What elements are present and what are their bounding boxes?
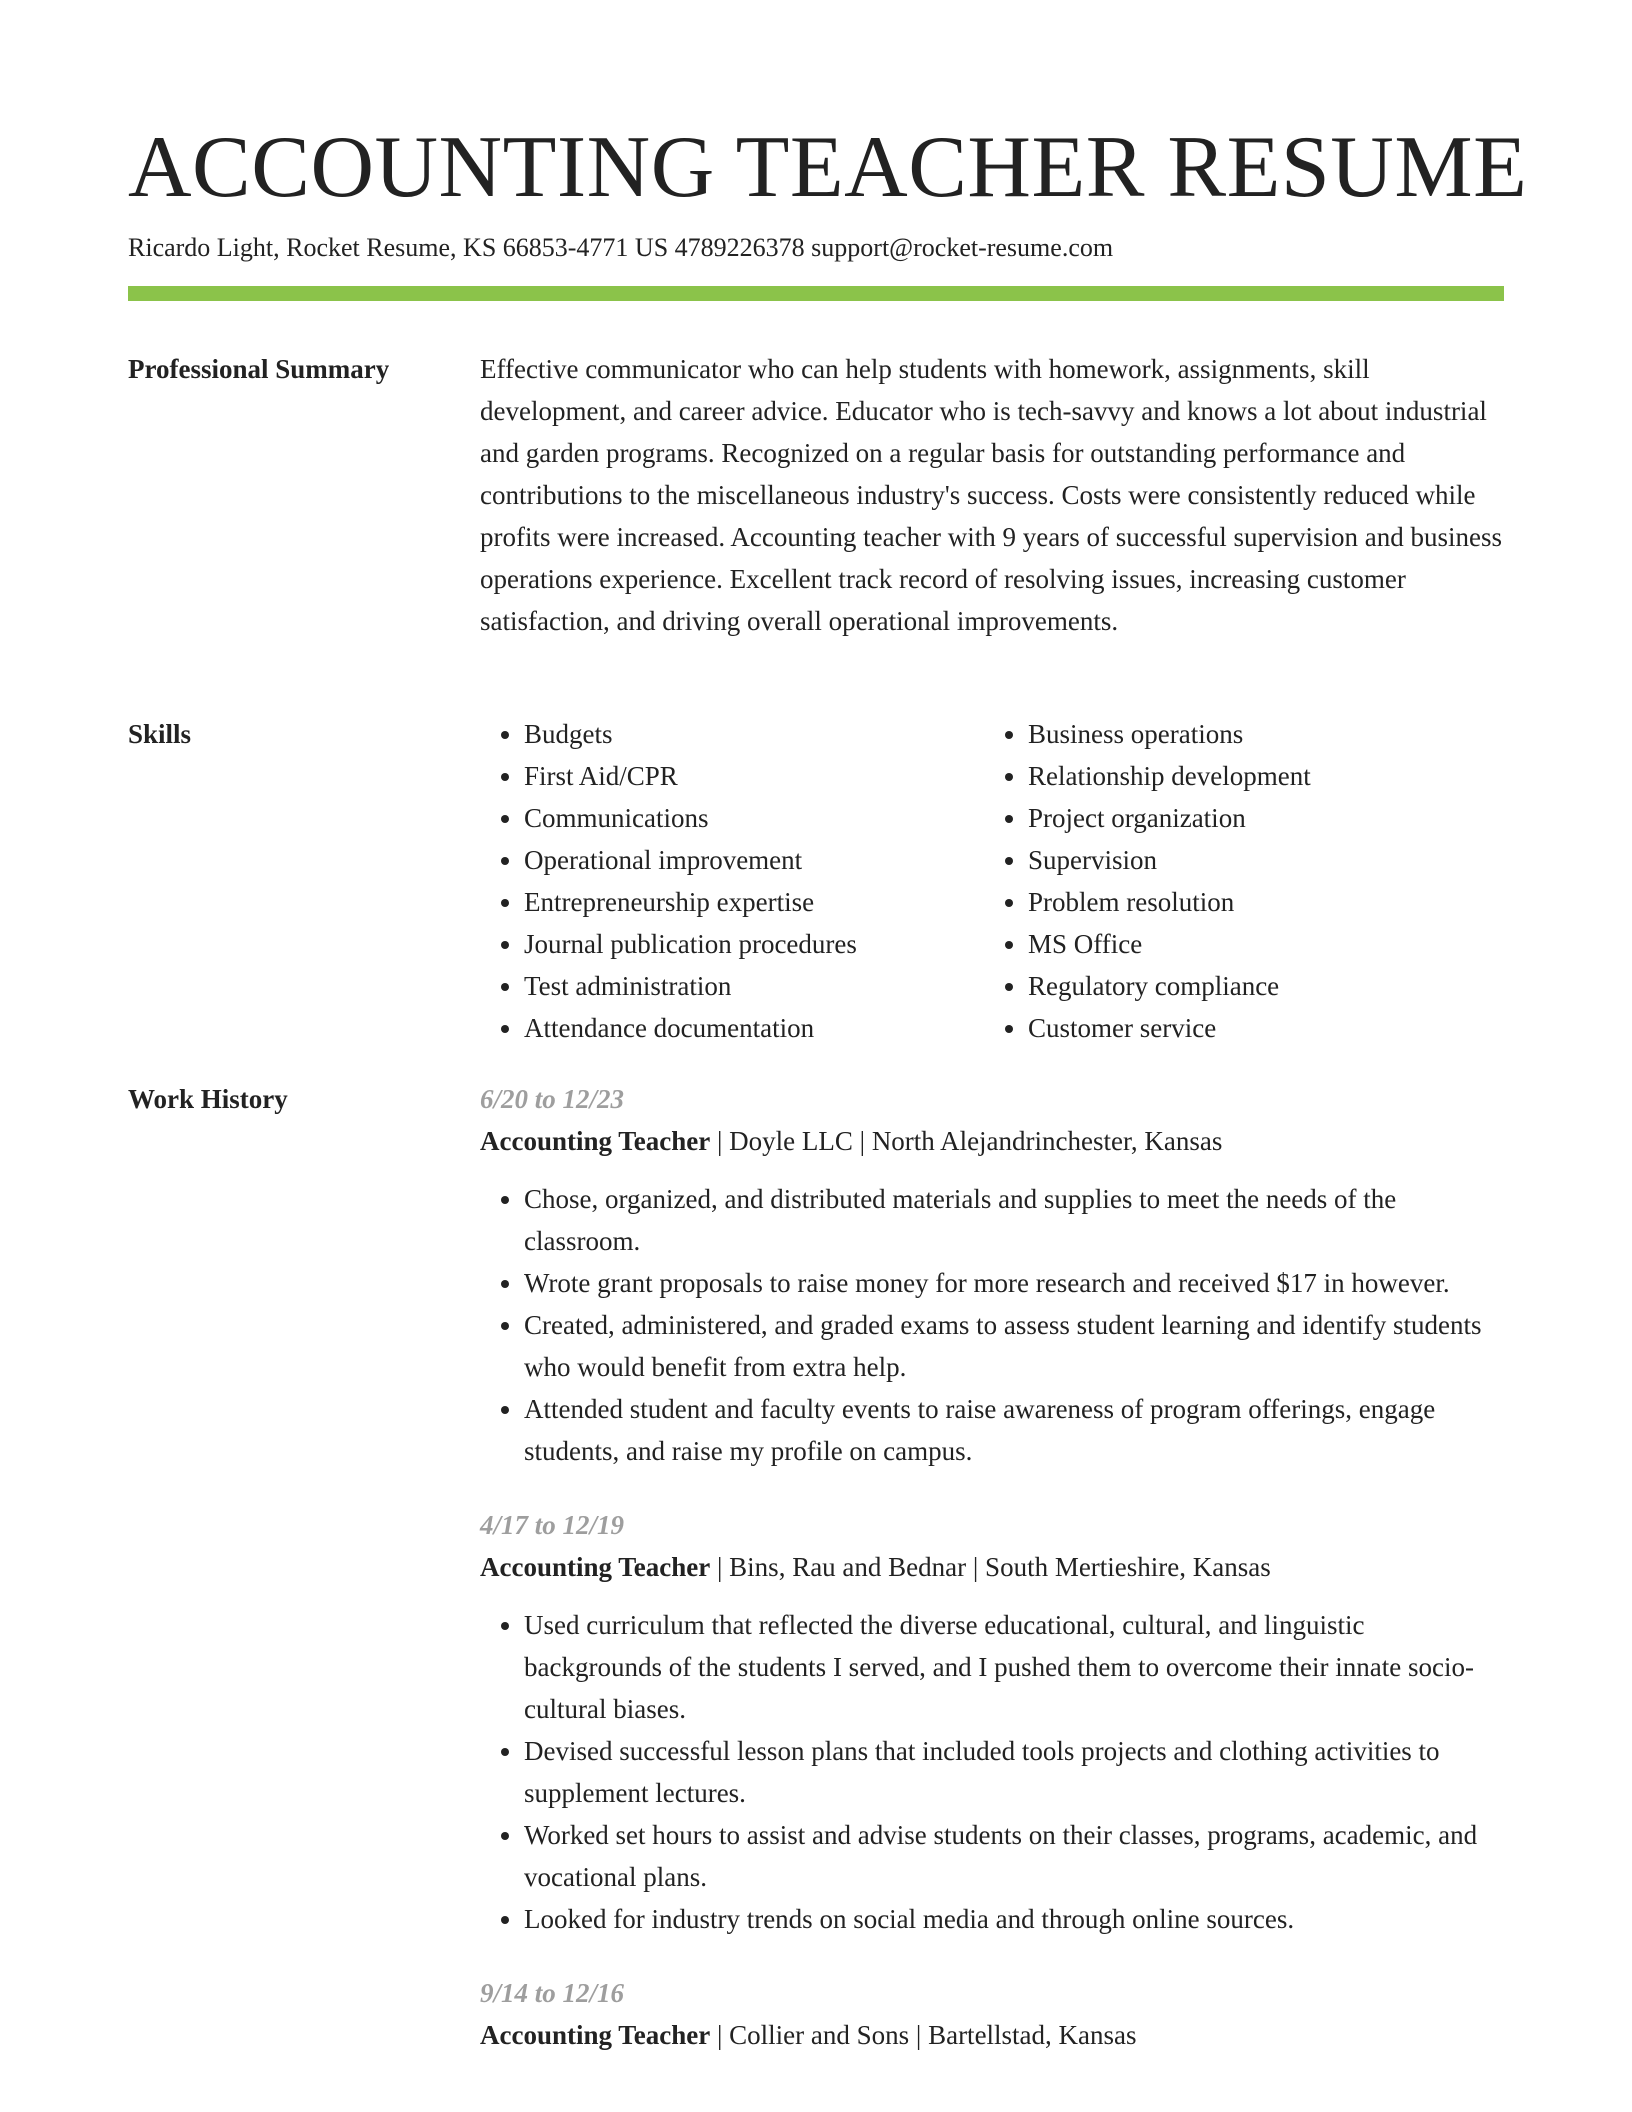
summary-heading: Professional Summary: [128, 354, 390, 384]
job-header-line: [480, 1120, 1504, 1162]
job-title: Accounting Teacher: [480, 1552, 711, 1582]
job-dates: 4/17 to 12/19: [480, 1510, 625, 1540]
skill-item: • Test administration: [524, 965, 984, 1007]
job-separator: |: [966, 1552, 986, 1582]
summary-body: [480, 348, 1504, 642]
skills-heading: Skills: [128, 719, 192, 749]
resume-title: ACCOUNTING TEACHER RESUME: [128, 119, 1528, 216]
job-entry: [480, 1972, 1504, 2056]
skills-list-left: [480, 713, 984, 1049]
job-entry: [480, 1078, 1504, 1472]
work-history-body: [480, 1078, 1504, 2088]
job-dates: 6/20 to 12/23: [480, 1084, 625, 1114]
skill-item: • Budgets: [524, 713, 984, 755]
skill-item: • Attendance documentation: [524, 1007, 984, 1049]
job-header-line: [480, 1546, 1504, 1588]
job-bullet: • Wrote grant proposals to raise money for more research and received $17 in however.: [524, 1262, 1504, 1304]
job-bullet: • Worked set hours to assist and advise students on their classes, programs, academic, and vocational plans.: [524, 1814, 1504, 1898]
job-bullet: • Attended student and faculty events to raise awareness of program offerings, engage students, and raise my profile on campus.: [524, 1388, 1504, 1472]
skill-item: • Problem resolution: [1028, 881, 1488, 923]
job-separator: |: [909, 2020, 929, 2050]
job-bullet: • Used curriculum that reflected the diverse educational, cultural, and linguistic backgrounds of the students I served, and I pushed them to overcome their innate socio-cultural biases.: [524, 1604, 1504, 1730]
job-bullets: [480, 1604, 1504, 1940]
accent-divider: [128, 286, 1504, 301]
job-location: South Mertieshire, Kansas: [985, 1552, 1271, 1582]
skill-item: • Entrepreneurship expertise: [524, 881, 984, 923]
work-history-heading: Work History: [128, 1084, 288, 1114]
job-company: Doyle LLC: [729, 1126, 853, 1156]
job-company: Bins, Rau and Bednar: [729, 1552, 967, 1582]
job-location: Bartellstad, Kansas: [928, 2020, 1137, 2050]
skill-item: • Journal publication procedures: [524, 923, 984, 965]
job-entry: [480, 1504, 1504, 1940]
skill-item: • First Aid/CPR: [524, 755, 984, 797]
summary-text: Effective communicator who can help students with homework, assignments, skill development, and career advice. Educator who is tech-savvy and knows a lot about industrial and garden programs. Recognized on a regular basis for outstanding performance and contributions to the miscellaneous industry's success. Costs were consistently reduced while profits were increased. Accounting teacher with 9 years of successful supervision and business operations experience. Excellent track record of resolving issues, increasing customer satisfaction, and driving overall operational improvements.: [480, 354, 1502, 636]
skills-list-right: [984, 713, 1488, 1049]
skill-item: • Business operations: [1028, 713, 1488, 755]
skill-item: • Supervision: [1028, 839, 1488, 881]
job-separator: |: [710, 2020, 730, 2050]
skill-item: • MS Office: [1028, 923, 1488, 965]
skills-columns: [480, 713, 1504, 1049]
job-dates: 9/14 to 12/16: [480, 1978, 625, 2008]
skill-item: • Customer service: [1028, 1007, 1488, 1049]
job-bullet: • Created, administered, and graded exams to assess student learning and identify students who would benefit from extra help.: [524, 1304, 1504, 1388]
job-title: Accounting Teacher: [480, 2020, 711, 2050]
job-title: Accounting Teacher: [480, 1126, 711, 1156]
skill-item: • Communications: [524, 797, 984, 839]
skill-item: • Regulatory compliance: [1028, 965, 1488, 1007]
skill-item: • Operational improvement: [524, 839, 984, 881]
job-separator: |: [710, 1552, 730, 1582]
contact-line: Ricardo Light, Rocket Resume, KS 66853-4771 US 4789226378 support@rocket-resume.com: [128, 233, 1114, 262]
skill-item: • Project organization: [1028, 797, 1488, 839]
job-location: North Alejandrinchester, Kansas: [871, 1126, 1223, 1156]
job-bullet: • Devised successful lesson plans that included tools projects and clothing activities to supplement lectures.: [524, 1730, 1504, 1814]
job-header-line: [480, 2014, 1504, 2056]
job-separator: |: [710, 1126, 730, 1156]
job-bullet: • Looked for industry trends on social media and through online sources.: [524, 1898, 1504, 1940]
job-company: Collier and Sons: [729, 2020, 910, 2050]
job-bullets: [480, 1178, 1504, 1472]
job-bullet: • Chose, organized, and distributed materials and supplies to meet the needs of the classroom.: [524, 1178, 1504, 1262]
job-separator: |: [852, 1126, 872, 1156]
skill-item: • Relationship development: [1028, 755, 1488, 797]
skills-body: [480, 713, 1504, 1049]
